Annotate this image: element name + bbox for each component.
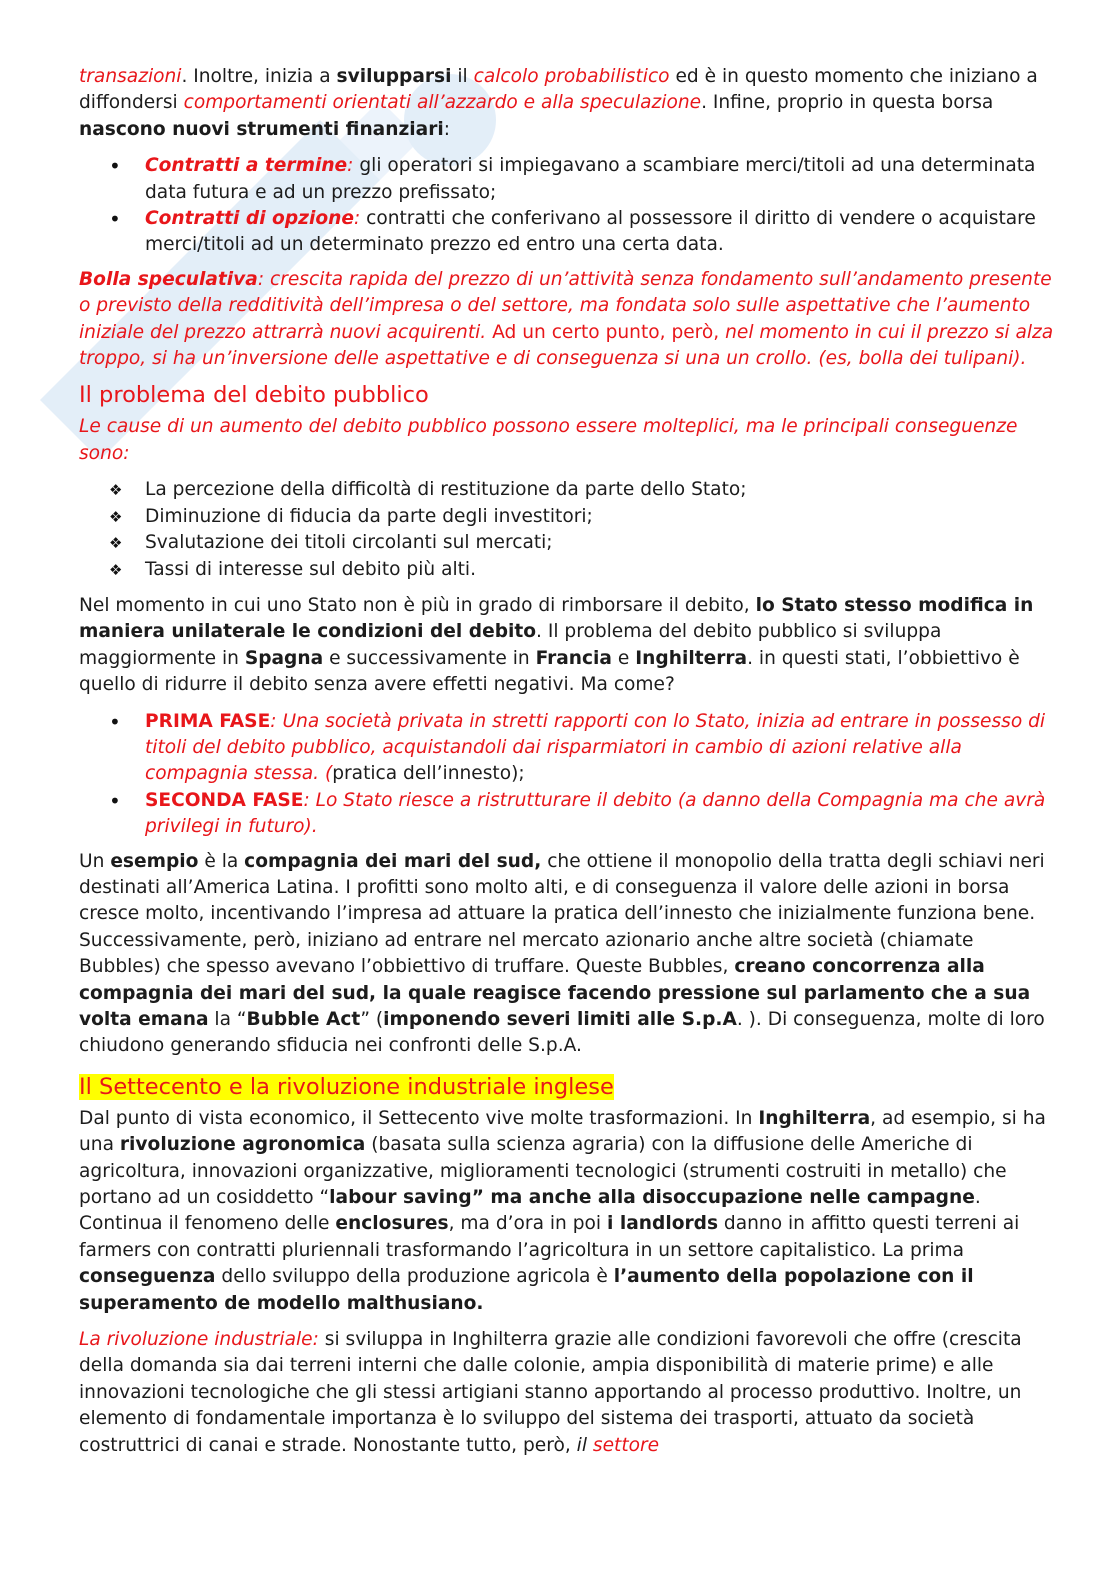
section-heading-debito: Il problema del debito pubblico: [79, 382, 429, 409]
list-item: ❖ Svalutazione dei titoli circolanti sul mercati;: [79, 530, 1059, 556]
list-item: • Contratti a termine: gli operatori si impiegavano a scambiare merci/titoli ad una determinata data futura e ad un prezzo prefissato;: [79, 153, 1059, 206]
list-item: • SECONDA FASE: Lo Stato riesce a ristrutturare il debito (a danno della Compagnia ma che avrà privilegi in futuro).: [79, 788, 1059, 841]
paragraph-intro: transazioni. Inoltre, inizia a svilupparsi il calcolo probabilistico ed è in questo momento che iniziano a diffondersi comportamenti orientati all’azzardo e alla speculazione. Infine, proprio in questa borsa nascono nuovi strumenti finanziari:: [79, 66, 1038, 140]
list-item: • Contratti di opzione: contratti che conferivano al possessore il diritto di vendere o acquistare merci/titoli ad un determinato prezzo ed entro una certa data.: [79, 206, 1059, 259]
document-page: [79, 64, 1059, 1459]
paragraph-esempio: Un esempio è la compagnia dei mari del sud, che ottiene il monopolio della tratta degli schiavi neri destinati all’America Latina. I profitti sono molto alti, e di conseguenza il valore delle azioni in borsa cresce molto, incentivando l’impresa ad attuare la pratica dell’innesto che inizialmente funziona bene. Successivamente, però, iniziano ad entrare nel mercato azionario anche altre società (chiamate Bubbles) che spesso avevano l’obbiettivo di truffare. Queste Bubbles, creano concorrenza alla compagnia dei mari del sud, la quale reagisce facendo pressione sul parlamento che a sua volta emana la “Bubble Act” (imponendo severi limiti alle S.p.A. ). Di conseguenza, molte di loro chiudono generando sfiducia nei confronti delle S.p.A.: [79, 850, 1045, 1057]
list-item: ❖ Diminuzione di fiducia da parte degli investitori;: [79, 504, 1059, 530]
paragraph-debito: Nel momento in cui uno Stato non è più in grado di rimborsare il debito, lo Stato stesso modifica in maniera unilaterale le condizioni del debito. Il problema del debito pubblico si sviluppa maggiormente in Spagna e successivamente in Francia e Inghilterra. in questi stati, l’obbiettivo è quello di ridurre il debito senza avere effetti negativi. Ma come?: [79, 594, 1034, 696]
section-heading-settecento: Il Settecento e la rivoluzione industriale inglese: [79, 1073, 614, 1100]
phases-list: [79, 709, 1059, 841]
financial-instruments-list: [79, 153, 1059, 259]
paragraph-rivoluzione: La rivoluzione industriale: si sviluppa in Inghilterra grazie alle condizioni favorevoli che offre (crescita della domanda sia dai terreni interni che dalle colonie, ampia disponibilità di materie prime) e alle innovazioni tecnologiche che gli stessi artigiani stanno apportando al processo produttivo. Inoltre, un elemento di fondamentale importanza è lo sviluppo del sistema dei trasporti, attuato da società costruttrici di canai e strade. Nonostante tutto, però, il settore: [79, 1329, 1022, 1456]
consequences-list: [79, 477, 1059, 583]
paragraph-settecento: Dal punto di vista economico, il Settecento vive molte trasformazioni. In Inghilterra, ad esempio, si ha una rivoluzione agronomica (basata sulla scienza agraria) con la diffusione delle Americhe di agricoltura, innovazioni organizzative, miglioramenti tecnologici (strumenti costruiti in metallo) che portano ad un cosiddetto “labour saving” ma anche alla disoccupazione nelle campagne. Continua il fenomeno delle enclosures, ma d’ora in poi i landlords danno in affitto questi terreni ai farmers con contratti pluriennali trasformando l’agricoltura in un settore capitalistico. La prima conseguenza dello sviluppo della produzione agricola è l’aumento della popolazione con il superamento de modello malthusiano.: [79, 1107, 1046, 1314]
list-item: ❖ Tassi di interesse sul debito più alti.: [79, 557, 1059, 583]
list-item: • PRIMA FASE: Una società privata in stretti rapporti con lo Stato, inizia ad entrare in possesso di titoli del debito pubblico, acquistandoli dai risparmiatori in cambio di azioni relative alla compagnia stessa. (pratica dell’innesto);: [79, 709, 1059, 788]
paragraph-cause: Le cause di un aumento del debito pubblico possono essere molteplici, ma le principali conseguenze sono:: [79, 416, 1018, 464]
paragraph-bolla: Bolla speculativa: crescita rapida del prezzo di un’attività senza fondamento sull’andamento presente o previsto della redditività dell’impresa o del settore, ma fondata solo sulle aspettative che l’aumento iniziale del prezzo attrarrà nuovi acquirenti. Ad un certo punto, però, nel momento in cui il prezzo si alza troppo, si ha un’inversione delle aspettative e di conseguenza si una un crollo. (es, bolla dei tulipani).: [79, 268, 1054, 370]
list-item: ❖ La percezione della difficoltà di restituzione da parte dello Stato;: [79, 477, 1059, 503]
